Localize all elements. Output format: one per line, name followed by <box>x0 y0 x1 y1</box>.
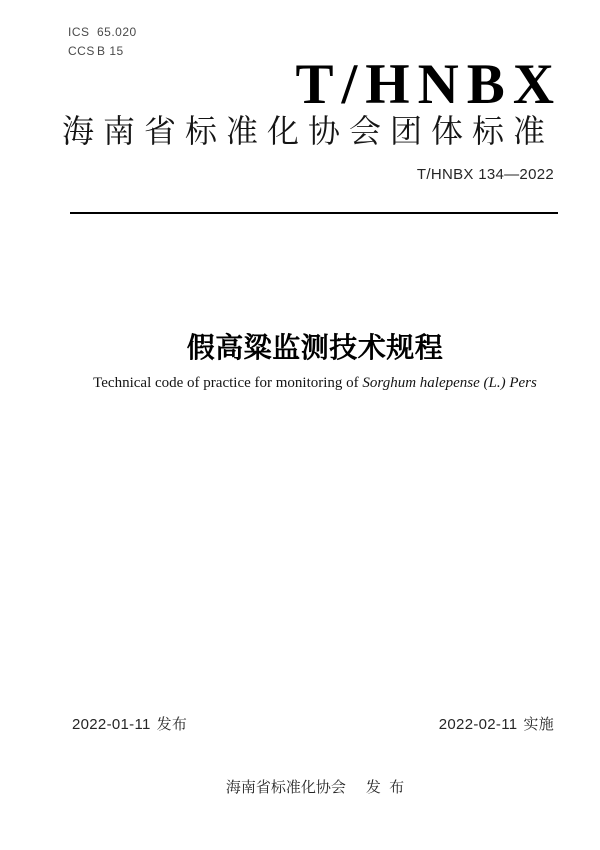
ics-value: 65.020 <box>97 25 137 39</box>
issue-date-group <box>72 713 187 734</box>
implement-date: 2022-02-11 <box>438 716 518 733</box>
ccs-label: CCS <box>68 44 95 58</box>
issue-label: 发布 <box>156 716 188 733</box>
issue-date: 2022-01-11 <box>72 716 151 733</box>
dates-row <box>72 713 554 734</box>
standard-number: T/HNBX 134—2022 <box>416 166 554 183</box>
release-label: 发 布 <box>365 779 405 796</box>
implement-date-group <box>439 713 554 734</box>
ccs-value: B 15 <box>97 44 124 58</box>
ccs-code <box>68 42 137 61</box>
document-title-cn: 假高粱监测技术规程 <box>186 332 444 363</box>
ics-label: ICS <box>68 25 90 39</box>
publisher-line <box>70 776 560 797</box>
species-name: Sorghum halepense (L.) Pers <box>362 375 537 391</box>
standard-body-logo: T/HNBX <box>295 53 562 116</box>
document-title-en <box>55 375 575 392</box>
title-en-prefix: Technical code of practice for monitoring of <box>93 375 363 391</box>
classification-codes <box>68 23 137 61</box>
publisher-name: 海南省标准化协会 <box>225 779 346 796</box>
ics-code <box>68 23 137 42</box>
implement-label: 实施 <box>523 716 554 733</box>
organization-title: 海南省标准化协会团体标准 <box>62 113 555 149</box>
header-divider <box>70 212 558 214</box>
